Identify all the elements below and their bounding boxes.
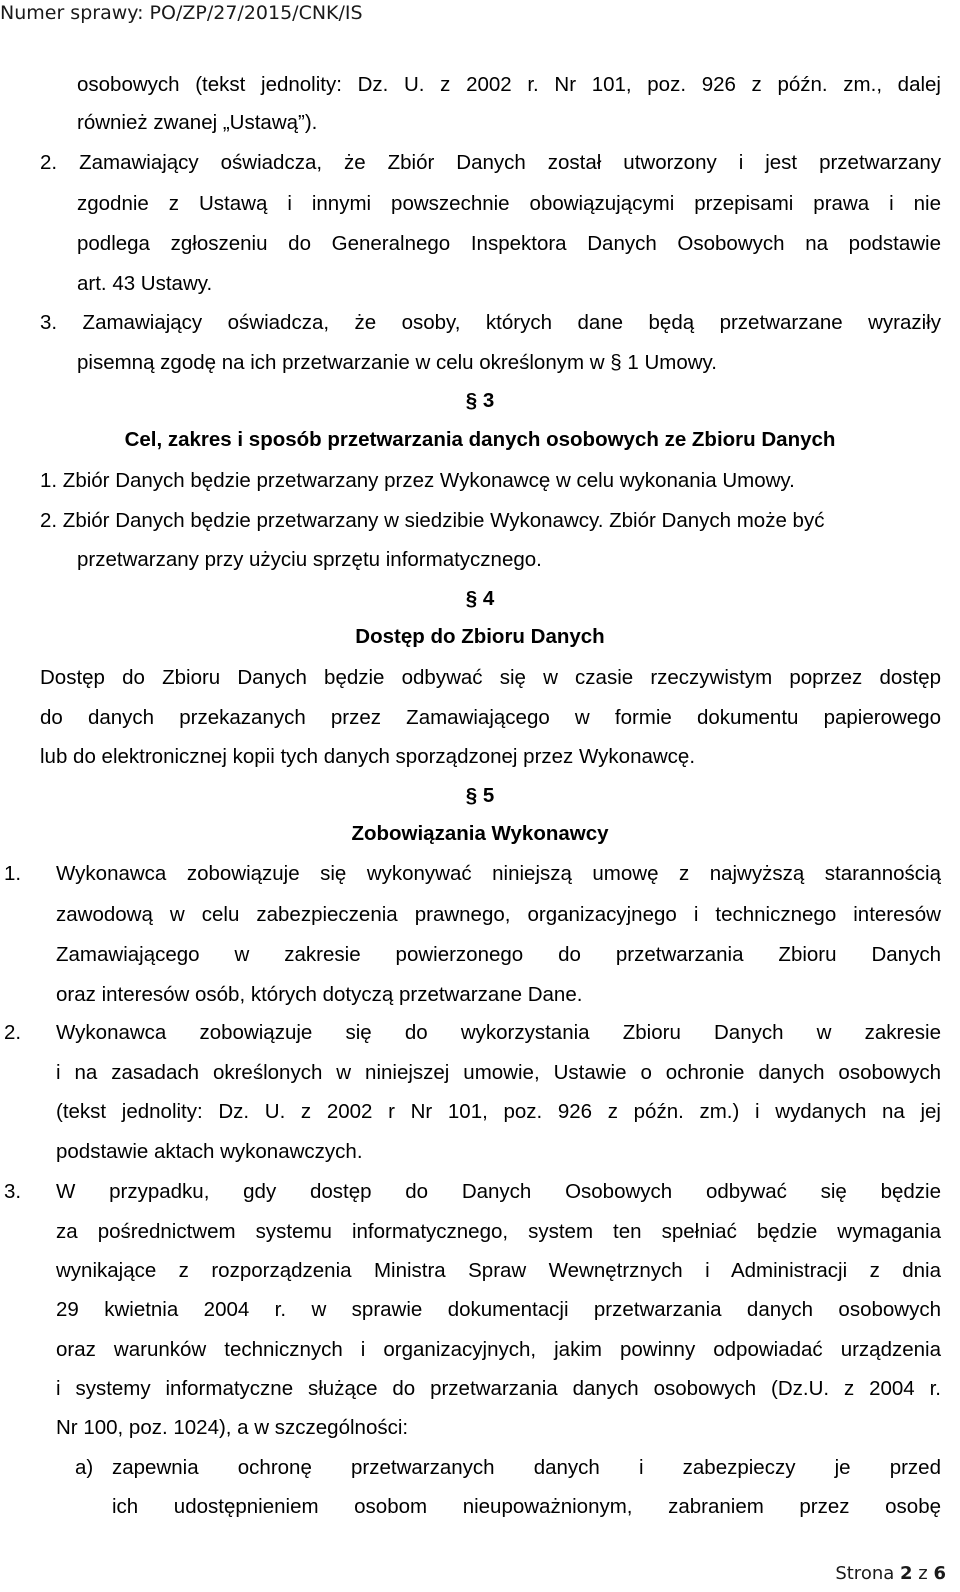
text-line: podlega zgłoszeniu do Generalnego Inspektora Danych Osobowych na podstawie [77,232,941,255]
footer-sep: z [918,1563,928,1584]
sub-list-label: a) [75,1456,94,1479]
text-line: Wykonawca zobowiązuje się wykonywać niniejszą umowę z najwyższą starannością [56,862,941,885]
text-line: 29 kwietnia 2004 r. w sprawie dokumentacji przetwarzania danych osobowych [56,1298,941,1321]
text-line: 2. Zamawiający oświadcza, że Zbiór Danych został utworzony i jest przetwarzany [40,151,941,174]
section-number: § 3 [465,389,495,412]
text-line: art. 43 Ustawy. [77,272,213,295]
text-line: osobowych (tekst jednolity: Dz. U. z 2002 r. Nr 101, poz. 926 z późn. zm., dalej [77,73,941,96]
text-line: lub do elektronicznej kopii tych danych sporządzonej przez Wykonawcę. [40,745,696,768]
list-number: 3. [4,1180,22,1203]
list-number: 1. [4,862,22,885]
list-number: 2. [4,1021,22,1044]
text-line: wynikające z rozporządzenia Ministra Spraw Wewnętrznych i Administracji z dnia [56,1259,941,1282]
text-line: za pośrednictwem systemu informatycznego, system ten spełniać będzie wymagania [56,1220,941,1243]
text-line: również zwanej „Ustawą”). [77,111,318,134]
text-line: 3. Zamawiający oświadcza, że osoby, których dane będą przetwarzane wyraziły [40,311,941,334]
current-page: 2 [900,1563,913,1584]
text-line: (tekst jednolity: Dz. U. z 2002 r Nr 101, poz. 926 z późn. zm.) i wydanych na jej [56,1100,941,1123]
text-line: Dostęp do Zbioru Danych będzie odbywać się w czasie rzeczywistym poprzez dostęp [40,666,941,689]
text-line: pisemną zgodę na ich przetwarzanie w celu określonym w § 1 Umowy. [77,351,717,374]
text-line: zawodową w celu zabezpieczenia prawnego, organizacyjnego i technicznego interesów [56,903,941,926]
text-line: i na zasadach określonych w niniejszej umowie, Ustawie o ochronie danych osobowych [56,1061,941,1084]
text-line: oraz interesów osób, których dotyczą przetwarzane Dane. [56,983,583,1006]
text-line: ich udostępnieniem osobom nieupoważnionym, zabraniem przez osobę [112,1495,941,1518]
total-pages: 6 [933,1563,946,1584]
section-title: Dostęp do Zbioru Danych [355,625,605,648]
text-line: Nr 100, poz. 1024), a w szczególności: [56,1416,409,1439]
document-case-number: Numer sprawy: PO/ZP/27/2015/CNK/IS [0,2,363,24]
section-number: § 4 [465,587,495,610]
text-line: W przypadku, gdy dostęp do Danych Osobowych odbywać się będzie [56,1180,941,1203]
footer-prefix: Strona [835,1563,895,1584]
section-number: § 5 [465,784,495,807]
page-footer [835,1563,946,1584]
text-line: podstawie aktach wykonawczych. [56,1140,363,1163]
text-line: przetwarzany przy użyciu sprzętu informatycznego. [77,548,542,571]
text-line: oraz warunków technicznych i organizacyjnych, jakim powinny odpowiadać urządzenia [56,1338,941,1361]
text-line: i systemy informatyczne służące do przetwarzania danych osobowych (Dz.U. z 2004 r. [56,1377,941,1400]
section-title: Zobowiązania Wykonawcy [351,822,609,845]
section-title: Cel, zakres i sposób przetwarzania danych osobowych ze Zbioru Danych [124,428,836,451]
text-line: zgodnie z Ustawą i innymi powszechnie obowiązującymi przepisami prawa i nie [77,192,941,215]
text-line: Zamawiającego w zakresie powierzonego do przetwarzania Zbioru Danych [56,943,941,966]
text-line: Wykonawca zobowiązuje się do wykorzystania Zbioru Danych w zakresie [56,1021,941,1044]
text-line: 1. Zbiór Danych będzie przetwarzany przez Wykonawcę w celu wykonania Umowy. [40,469,795,492]
text-line: zapewnia ochronę przetwarzanych danych i zabezpieczy je przed [112,1456,941,1479]
text-line: do danych przekazanych przez Zamawiającego w formie dokumentu papierowego [40,706,941,729]
text-line: 2. Zbiór Danych będzie przetwarzany w siedzibie Wykonawcy. Zbiór Danych może być [40,509,825,532]
